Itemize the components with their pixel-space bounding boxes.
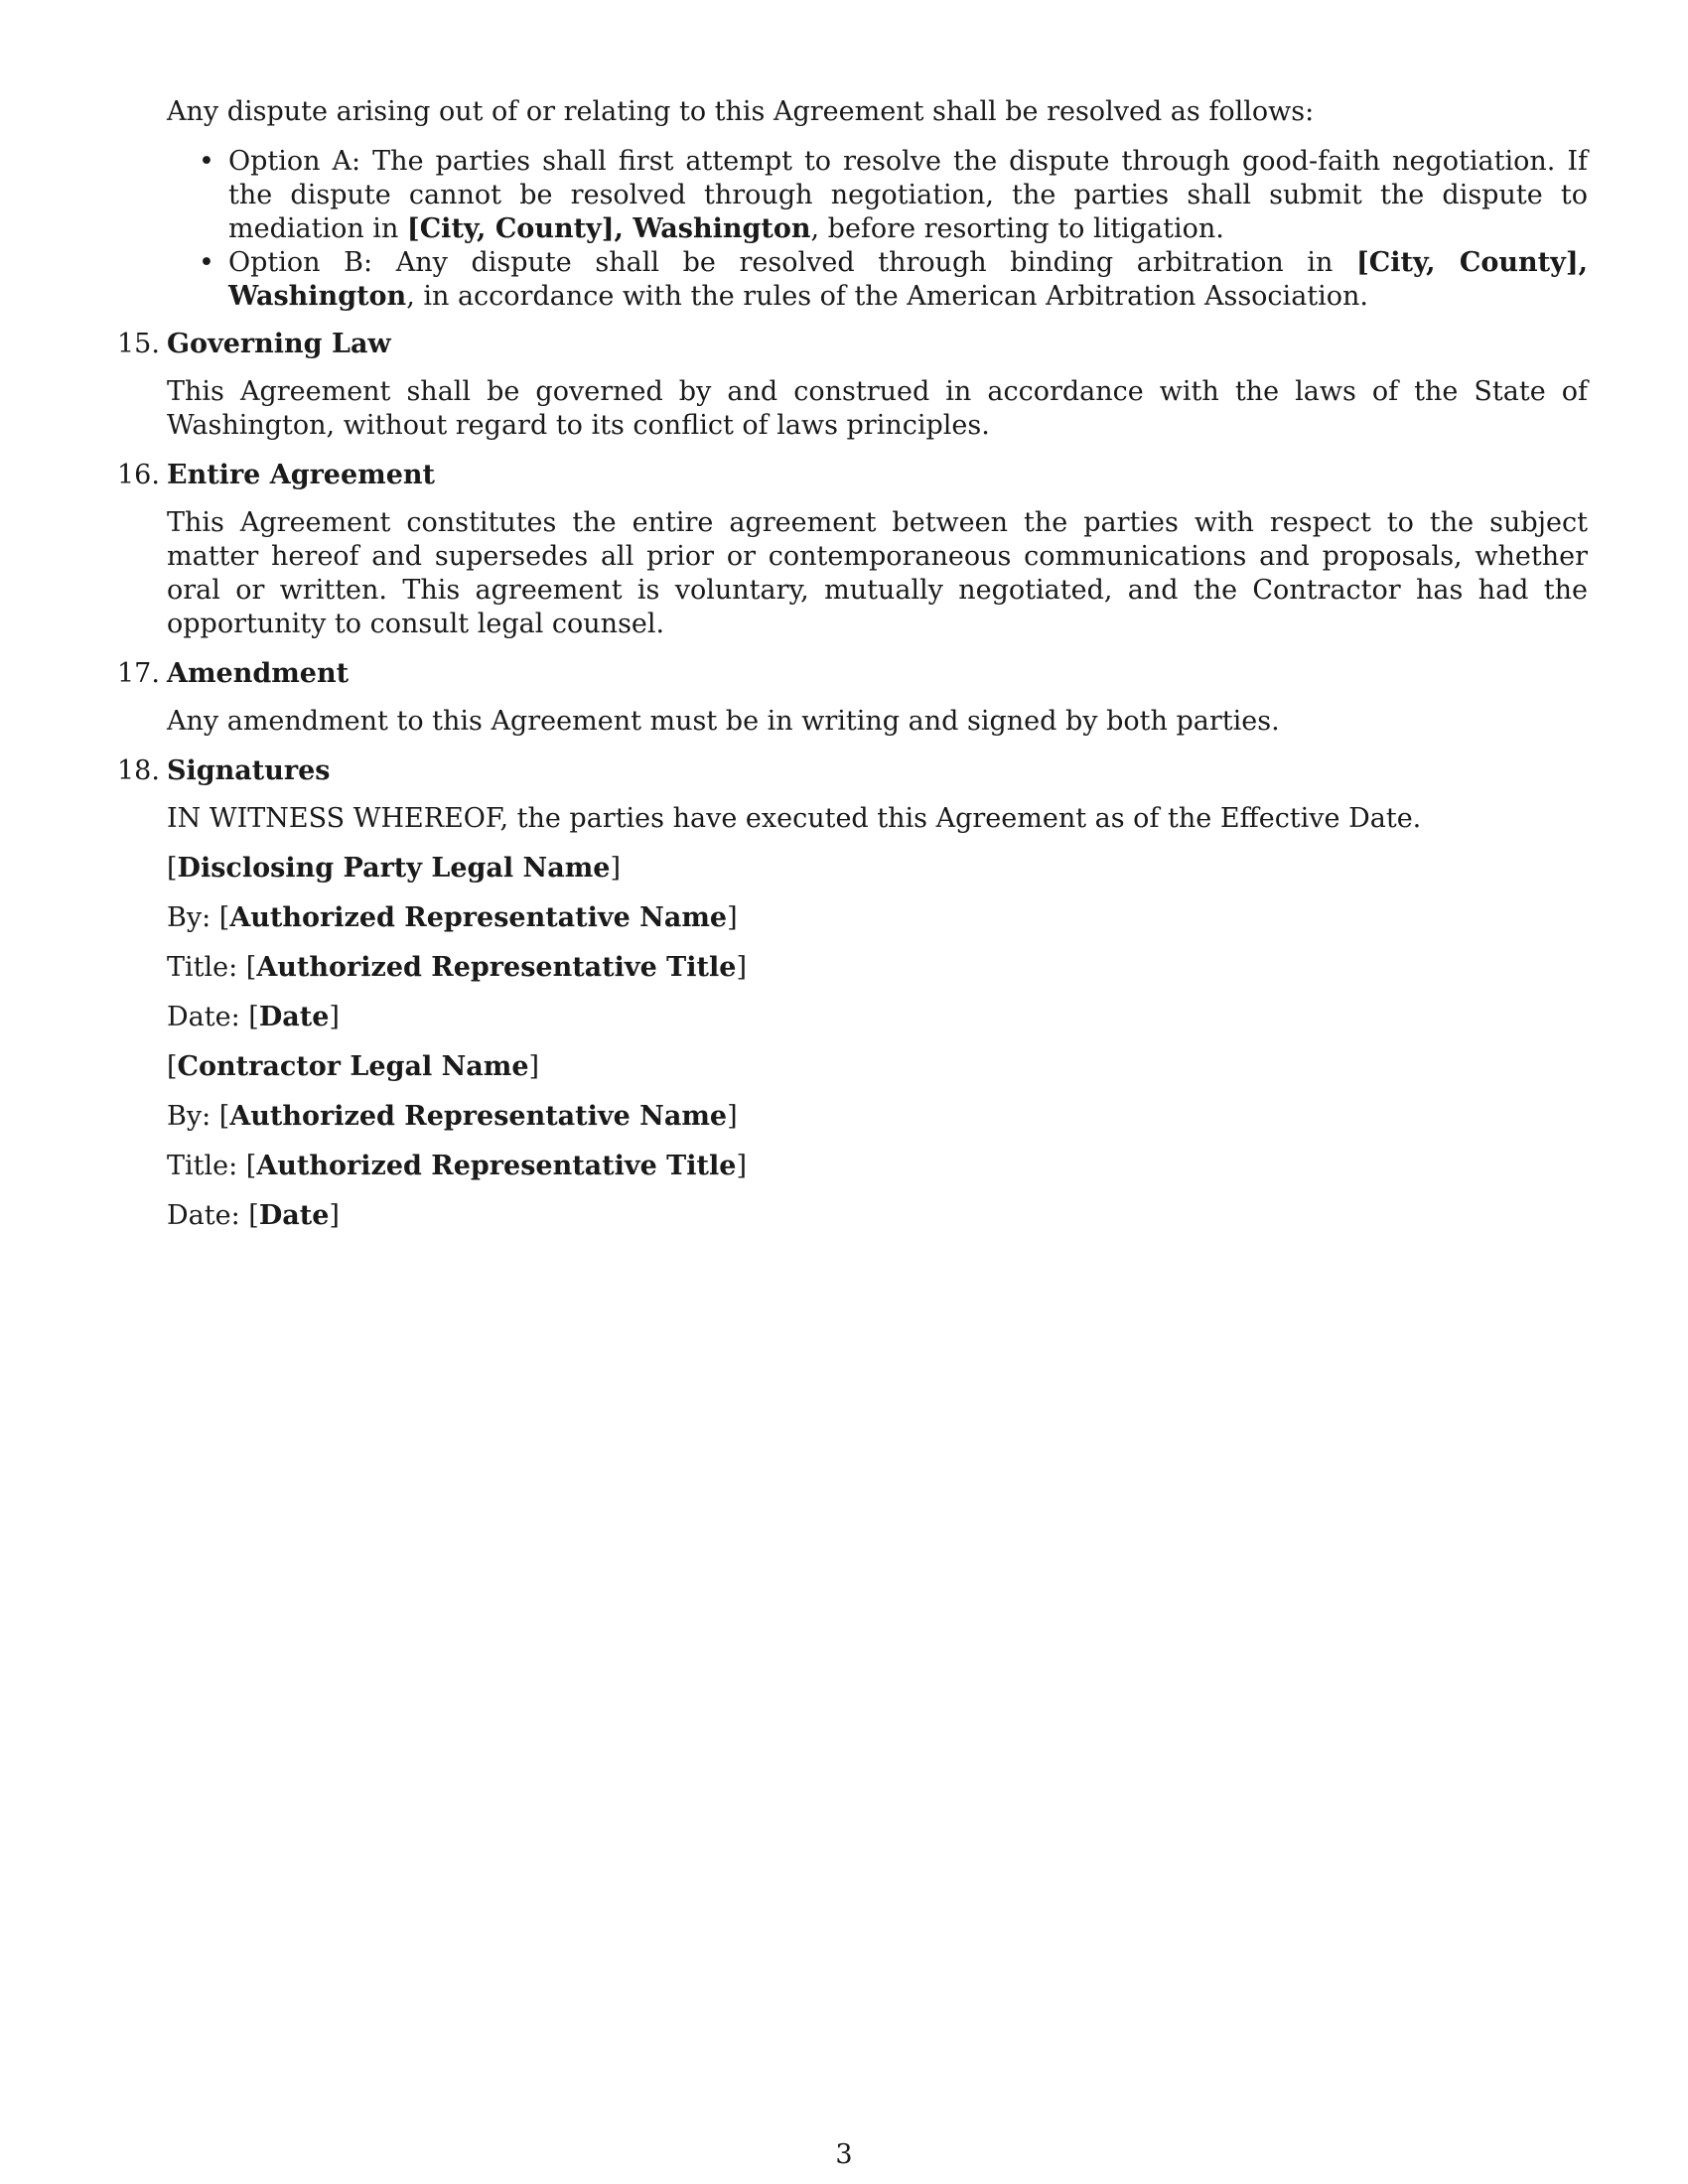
option-a-item — [199, 145, 1588, 246]
disclosing-date-line: Date: [Date] — [167, 1002, 340, 1032]
option-a-location: [City, County], Washington — [406, 213, 811, 244]
contractor-party-name: [Contractor Legal Name] — [167, 1051, 540, 1082]
section-title: Amendment — [167, 658, 350, 689]
bullet-icon: • — [199, 247, 214, 278]
disclosing-party-name: [Disclosing Party Legal Name] — [167, 853, 622, 884]
document-page — [117, 95, 1588, 1249]
page-number: 3 — [835, 2139, 853, 2170]
section-body: This Agreement constitutes the entire agreement between the parties with respect to the subject matter hereof and supersedes all prior or contemporaneous communications and proposals, whether oral or written. This agreement is voluntary, mutually negotiated, and the Contractor has had the opportunity to consult legal counsel. — [167, 507, 1588, 639]
section-amendment — [117, 657, 1588, 739]
section-body: Any amendment to this Agreement must be in writing and signed by both parties. — [167, 706, 1280, 737]
option-b-location: [City, County], Washington — [228, 247, 1588, 312]
bullet-icon: • — [199, 146, 214, 177]
disclosing-title-line: Title: [Authorized Representative Title] — [167, 952, 747, 983]
section-body: This Agreement shall be governed by and construed in accordance with the laws of the State of Washington, without regard to its conflict of laws principles. — [167, 376, 1588, 441]
section-number: 17. — [117, 658, 160, 689]
section-signatures — [117, 754, 1588, 1233]
contractor-date-line: Date: [Date] — [167, 1200, 340, 1231]
option-a-text-2: , before resorting to litigation. — [810, 213, 1224, 244]
section-title: Entire Agreement — [167, 460, 435, 490]
dispute-intro: Any dispute arising out of or relating to this Agreement shall be resolved as follows: — [167, 96, 1315, 127]
section-body: IN WITNESS WHEREOF, the parties have executed this Agreement as of the Effective Date. — [167, 803, 1422, 834]
option-b-text-2: , in accordance with the rules of the American Arbitration Association. — [406, 281, 1368, 312]
contractor-title-line: Title: [Authorized Representative Title] — [167, 1151, 747, 1181]
contractor-by-line: By: [Authorized Representative Name] — [167, 1101, 738, 1132]
disclosing-by-line: By: [Authorized Representative Name] — [167, 902, 738, 933]
section-governing-law — [117, 328, 1588, 443]
dispute-options-list — [167, 145, 1588, 314]
option-a-text-1: Option A: The parties shall first attempt to resolve the dispute through good-faith negotiation. If the dispute cannot be resolved through negotiation, the parties shall submit the dispute to mediation in — [228, 146, 1588, 244]
option-b-item — [199, 246, 1588, 314]
section-title: Signatures — [167, 755, 331, 786]
section-title: Governing Law — [167, 329, 391, 359]
option-b-text-1: Option B: Any dispute shall be resolved through binding arbitration in — [228, 247, 1356, 278]
section-number: 18. — [117, 755, 160, 786]
section-number: 16. — [117, 460, 160, 490]
section-number: 15. — [117, 329, 160, 359]
section-entire-agreement — [117, 459, 1588, 641]
